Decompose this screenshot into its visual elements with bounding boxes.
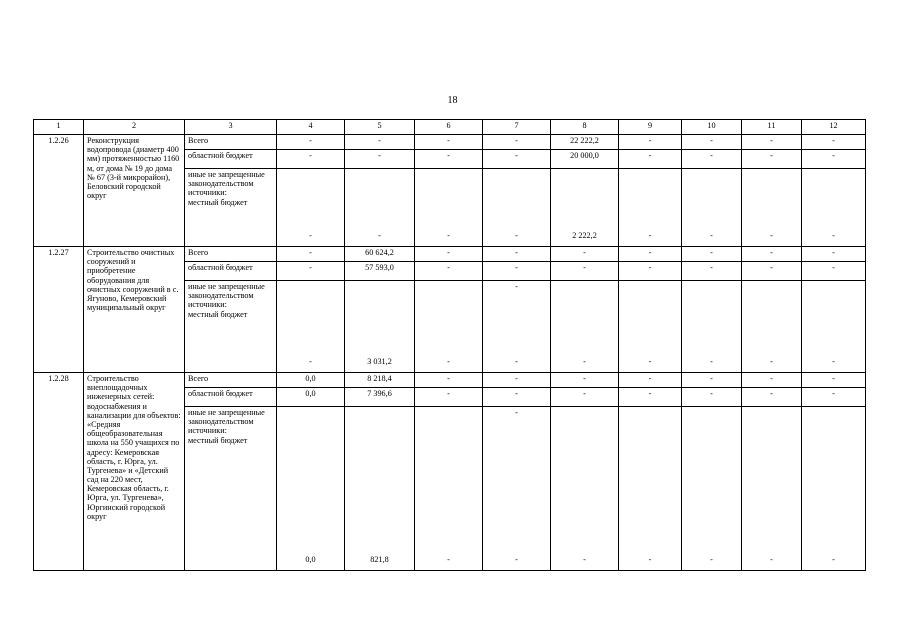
header-cell: 6 xyxy=(415,120,483,135)
value-cell: 22 222,2 xyxy=(551,135,619,150)
value-text: - xyxy=(515,554,518,564)
value-cell: 20 000,0 xyxy=(551,150,619,169)
value-cell: - xyxy=(345,150,415,169)
item-code: 1.2.27 xyxy=(34,247,84,373)
header-cell: 4 xyxy=(277,120,345,135)
value-cell: - xyxy=(682,373,742,388)
extra-dash: - xyxy=(515,282,518,291)
extra-dash: - xyxy=(515,408,518,417)
value-cell: - xyxy=(682,135,742,150)
value-cell: 0,0 xyxy=(277,373,345,388)
value-cell: - xyxy=(415,373,483,388)
value-cell: - xyxy=(682,262,742,281)
value-cell: - xyxy=(802,135,866,150)
value-cell: - xyxy=(277,262,345,281)
value-cell: - xyxy=(483,388,551,407)
value-cell: - xyxy=(415,169,483,247)
value-cell: 60 624,2 xyxy=(345,247,415,262)
value-cell: 7 396,6 xyxy=(345,388,415,407)
value-cell: - xyxy=(277,150,345,169)
funding-source: иные не запрещенные законодательством источники: местный бюджет xyxy=(185,281,277,373)
value-cell: - xyxy=(551,388,619,407)
value-cell: - xyxy=(277,135,345,150)
value-cell: - xyxy=(415,150,483,169)
value-cell: - xyxy=(802,247,866,262)
value-cell: - xyxy=(483,169,551,247)
value-cell: - xyxy=(742,169,802,247)
value-cell: - xyxy=(619,407,682,571)
value-cell: - xyxy=(551,281,619,373)
value-cell: - xyxy=(742,373,802,388)
value-cell: - xyxy=(619,169,682,247)
value-cell: - xyxy=(619,388,682,407)
table-row xyxy=(34,135,866,150)
value-cell: - xyxy=(802,373,866,388)
value-cell: 821,8 xyxy=(345,407,415,571)
value-cell: - xyxy=(802,407,866,571)
value-cell: - xyxy=(742,150,802,169)
value-cell: 8 218,4 xyxy=(345,373,415,388)
funding-source: иные не запрещенные законодательством источники: местный бюджет xyxy=(185,407,277,571)
budget-table xyxy=(33,119,866,571)
value-cell: - xyxy=(551,407,619,571)
header-cell: 5 xyxy=(345,120,415,135)
value-cell: - xyxy=(415,247,483,262)
header-cell: 2 xyxy=(84,120,185,135)
value-cell: - xyxy=(415,281,483,373)
value-cell: 57 593,0 xyxy=(345,262,415,281)
value-cell: 0,0 xyxy=(277,388,345,407)
value-cell: - xyxy=(415,407,483,571)
value-cell: - xyxy=(742,135,802,150)
value-cell: - xyxy=(277,169,345,247)
funding-source: областной бюджет xyxy=(185,262,277,281)
table-row xyxy=(34,247,866,262)
value-cell: - xyxy=(551,247,619,262)
value-cell: - xyxy=(742,262,802,281)
value-cell: - xyxy=(415,388,483,407)
item-description: Строительство внеплощадочных инженерных сетей: водоснабжения и канализации для объектов: «Средняя общеобразовательная школа на 550 учащихся по адресу: Кемеровская область, г. Юрга, ул. Тургенева» и «Детский сад на 220 мест, Кемеровская область, г. Юрга, ул. Тургенева», Юргинский городской округ xyxy=(84,373,185,571)
value-cell: - xyxy=(551,262,619,281)
value-cell: - xyxy=(682,150,742,169)
item-description: Реконструкция водопровода (диаметр 400 мм) протяженностью 1160 м, от дома № 19 до дома № 67 (3-й микрорайон), Беловский городской округ xyxy=(84,135,185,247)
value-cell: - xyxy=(483,262,551,281)
funding-source: областной бюджет xyxy=(185,150,277,169)
header-row xyxy=(34,120,866,135)
value-cell: - xyxy=(415,262,483,281)
value-cell: - xyxy=(619,247,682,262)
page-number: 18 xyxy=(447,95,458,106)
header-cell: 12 xyxy=(802,120,866,135)
value-cell: - xyxy=(682,281,742,373)
funding-source: Всего xyxy=(185,135,277,150)
header-cell: 9 xyxy=(619,120,682,135)
header-cell: 11 xyxy=(742,120,802,135)
value-cell: - xyxy=(619,281,682,373)
item-code: 1.2.26 xyxy=(34,135,84,247)
value-cell: - xyxy=(682,407,742,571)
value-cell: - xyxy=(483,247,551,262)
value-cell: 3 031,2 xyxy=(345,281,415,373)
item-code: 1.2.28 xyxy=(34,373,84,571)
header-cell: 7 xyxy=(483,120,551,135)
value-cell xyxy=(483,407,551,571)
value-cell: 2 222,2 xyxy=(551,169,619,247)
value-cell: - xyxy=(802,262,866,281)
table-row xyxy=(34,373,866,388)
value-cell: - xyxy=(742,247,802,262)
value-cell: - xyxy=(483,150,551,169)
header-cell: 3 xyxy=(185,120,277,135)
value-cell: - xyxy=(619,262,682,281)
value-cell: - xyxy=(483,135,551,150)
funding-source: Всего xyxy=(185,373,277,388)
funding-source: Всего xyxy=(185,247,277,262)
funding-source: иные не запрещенные законодательством источники: местный бюджет xyxy=(185,169,277,247)
header-cell: 1 xyxy=(34,120,84,135)
header-cell: 8 xyxy=(551,120,619,135)
value-text: - xyxy=(515,356,518,366)
value-cell: - xyxy=(415,135,483,150)
value-cell: - xyxy=(277,247,345,262)
value-cell: - xyxy=(483,373,551,388)
value-cell: - xyxy=(345,135,415,150)
value-cell: - xyxy=(682,388,742,407)
value-cell: - xyxy=(802,169,866,247)
funding-source: областной бюджет xyxy=(185,388,277,407)
value-cell: - xyxy=(682,247,742,262)
value-cell: - xyxy=(802,150,866,169)
value-cell: - xyxy=(742,388,802,407)
item-description: Строительство очистных сооружений и приобретение оборудования для очистных сооружений в с. Ягуново, Кемеровский муниципальный округ xyxy=(84,247,185,373)
value-cell: - xyxy=(742,407,802,571)
header-cell: 10 xyxy=(682,120,742,135)
value-cell: - xyxy=(619,373,682,388)
value-cell: - xyxy=(682,169,742,247)
value-cell: - xyxy=(742,281,802,373)
value-cell: 0,0 xyxy=(277,407,345,571)
value-cell: - xyxy=(802,281,866,373)
value-cell: - xyxy=(277,281,345,373)
value-cell: - xyxy=(802,388,866,407)
value-cell: - xyxy=(345,169,415,247)
value-cell: - xyxy=(551,373,619,388)
value-cell xyxy=(483,281,551,373)
value-cell: - xyxy=(619,150,682,169)
value-cell: - xyxy=(619,135,682,150)
